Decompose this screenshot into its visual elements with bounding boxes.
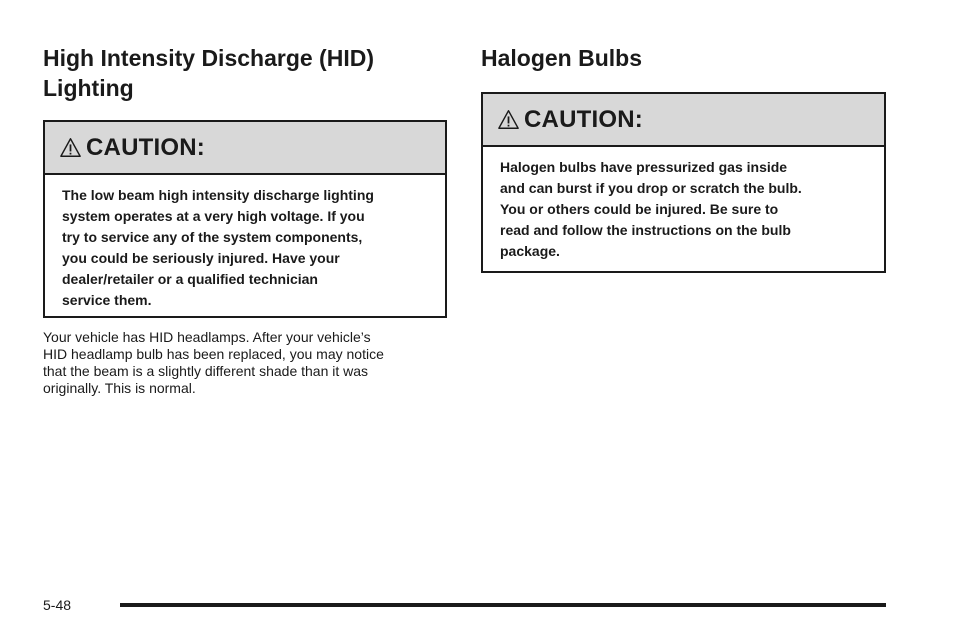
caution-line: try to service any of the system components, (62, 229, 363, 245)
section-title-hid: High Intensity Discharge (HID) Lighting (43, 45, 374, 101)
body-line: HID headlamp bulb has been replaced, you may notice (43, 346, 384, 362)
caution-line: package. (500, 243, 560, 259)
page-number: 5-48 (43, 597, 72, 613)
section-title-halogen: Halogen Bulbs (481, 45, 643, 71)
body-line: that the beam is a slightly different shade than it was (43, 363, 369, 379)
caution-line: service them. (62, 292, 152, 308)
hid-body-paragraph (43, 329, 447, 397)
caution-line: Halogen bulbs have pressurized gas inside (500, 159, 788, 175)
warning-triangle-icon (498, 109, 519, 130)
body-line: Your vehicle has HID headlamps. After your vehicle’s (43, 329, 371, 345)
caution-body (483, 147, 884, 262)
caution-box-halogen (481, 92, 886, 273)
caution-box-hid (43, 120, 447, 318)
caution-line: and can burst if you drop or scratch the bulb. (500, 180, 802, 196)
body-line: originally. This is normal. (43, 380, 196, 396)
caution-line: You or others could be injured. Be sure to (500, 201, 779, 217)
footer-rule (120, 603, 886, 607)
warning-triangle-icon (60, 137, 81, 158)
caution-header (483, 94, 884, 147)
caution-line: The low beam high intensity discharge lighting (62, 187, 374, 203)
caution-line: read and follow the instructions on the bulb (500, 222, 791, 238)
caution-line: dealer/retailer or a qualified technician (62, 271, 318, 287)
caution-label: CAUTION: (524, 105, 643, 133)
caution-line: system operates at a very high voltage. If you (62, 208, 365, 224)
caution-label: CAUTION: (86, 133, 205, 161)
caution-body (45, 175, 445, 311)
caution-header (45, 122, 445, 175)
caution-line: you could be seriously injured. Have your (62, 250, 340, 266)
